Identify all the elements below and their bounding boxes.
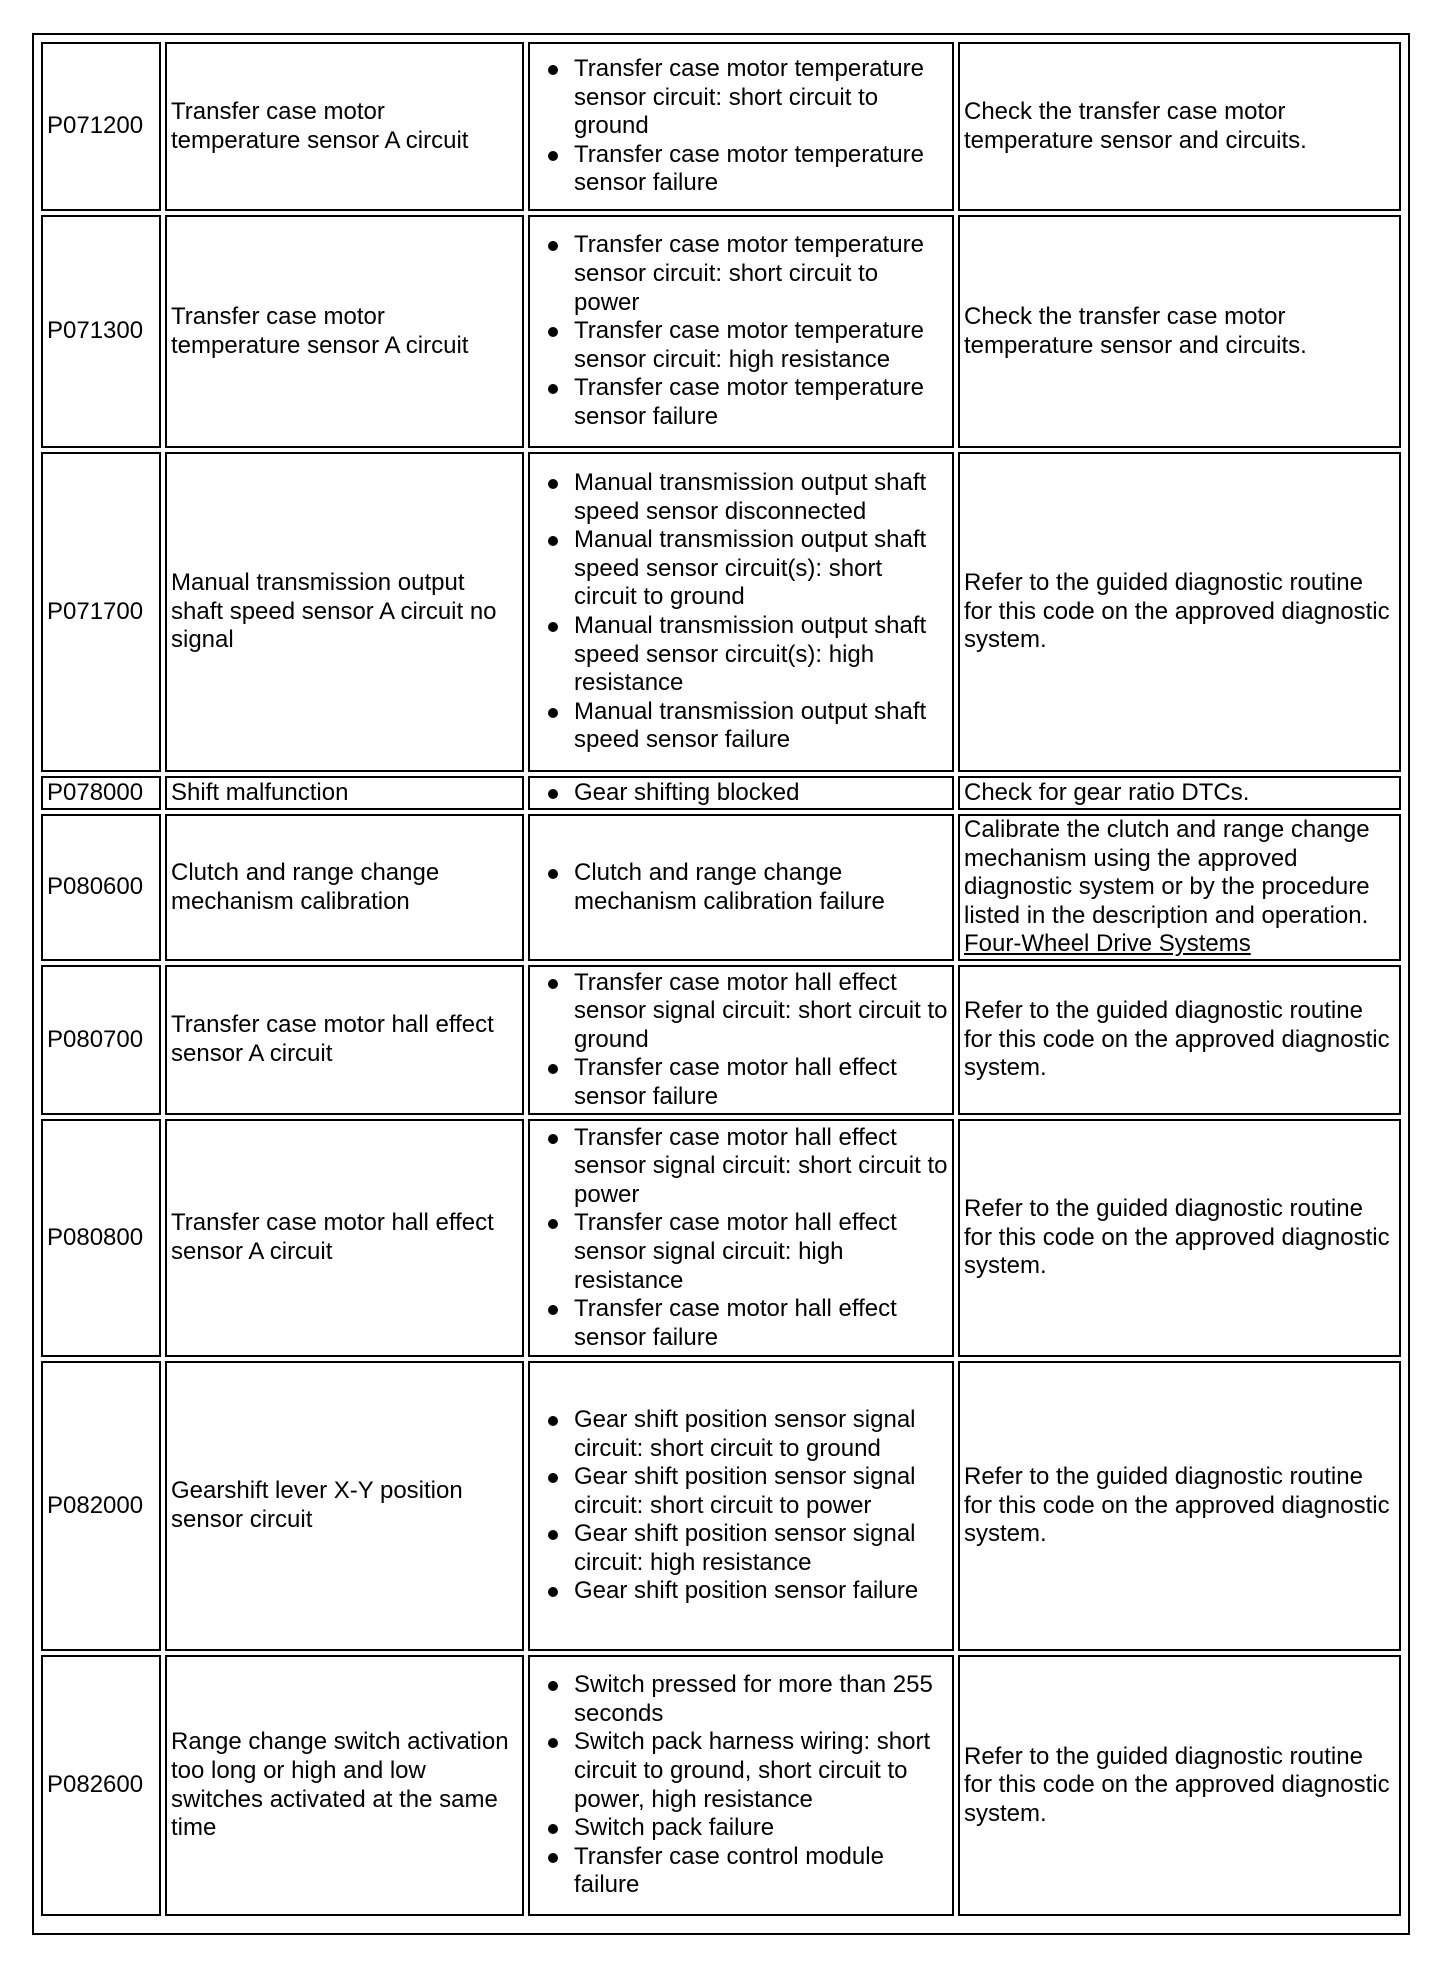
action-text: Check the transfer case motor temperature sensor and circuits. <box>964 97 1307 154</box>
dtc-description-cell: Transfer case motor temperature sensor A circuit <box>165 42 524 211</box>
dtc-causes-cell <box>528 776 954 810</box>
cause-item: Transfer case motor temperature sensor circuit: short circuit to power <box>574 231 948 317</box>
dtc-description-cell: Shift malfunction <box>165 776 524 810</box>
dtc-causes-cell <box>528 452 954 772</box>
dtc-causes-cell <box>528 1119 954 1357</box>
dtc-causes-cell <box>528 814 954 961</box>
causes-list <box>530 859 948 916</box>
causes-list <box>530 1671 948 1900</box>
cause-item: Gear shift position sensor signal circuit: high resistance <box>574 1520 948 1577</box>
action-text: Refer to the guided diagnostic routine for this code on the approved diagnostic system. <box>964 1195 1390 1280</box>
dtc-table-frame <box>32 33 1410 1935</box>
dtc-table <box>37 38 1405 1920</box>
cause-item: Manual transmission output shaft speed sensor disconnected <box>574 469 948 526</box>
action-text: Refer to the guided diagnostic routine for this code on the approved diagnostic system. <box>964 1463 1390 1548</box>
dtc-code-cell: P082000 <box>41 1361 161 1651</box>
dtc-action-cell <box>958 776 1401 810</box>
dtc-action-cell <box>958 1119 1401 1357</box>
action-text: Refer to the guided diagnostic routine for this code on the approved diagnostic system. <box>964 997 1390 1082</box>
cause-item: Gear shift position sensor signal circuit: short circuit to power <box>574 1463 948 1520</box>
dtc-description-cell: Transfer case motor hall effect sensor A circuit <box>165 1119 524 1357</box>
dtc-code-cell: P071300 <box>41 215 161 448</box>
dtc-row <box>41 1119 1401 1357</box>
causes-list <box>530 969 948 1112</box>
action-text: Calibrate the clutch and range change mechanism using the approved diagnostic system or by the procedure listed in the description and operation. <box>964 816 1370 929</box>
dtc-description-cell: Range change switch activation too long or high and low switches activated at the same time <box>165 1655 524 1916</box>
dtc-action-cell <box>958 42 1401 211</box>
dtc-causes-cell <box>528 42 954 211</box>
dtc-code-cell: P071700 <box>41 452 161 772</box>
dtc-row <box>41 1655 1401 1916</box>
dtc-action-cell <box>958 1655 1401 1916</box>
cause-item: Gear shift position sensor failure <box>574 1577 948 1606</box>
causes-list <box>530 1124 948 1353</box>
cause-item: Transfer case motor temperature sensor failure <box>574 374 948 431</box>
causes-list <box>530 779 948 808</box>
cause-item: Manual transmission output shaft speed sensor circuit(s): short circuit to ground <box>574 526 948 612</box>
cause-item: Transfer case motor hall effect sensor signal circuit: high resistance <box>574 1209 948 1295</box>
cause-item: Switch pack failure <box>574 1814 948 1843</box>
dtc-action-cell <box>958 215 1401 448</box>
cause-item: Transfer case motor temperature sensor failure <box>574 141 948 198</box>
cause-item: Switch pressed for more than 255 seconds <box>574 1671 948 1728</box>
dtc-row <box>41 215 1401 448</box>
dtc-row <box>41 776 1401 810</box>
dtc-code-cell: P080800 <box>41 1119 161 1357</box>
action-text: Check the transfer case motor temperature sensor and circuits. <box>964 302 1307 359</box>
dtc-causes-cell <box>528 215 954 448</box>
cause-item: Gear shift position sensor signal circuit: short circuit to ground <box>574 1406 948 1463</box>
dtc-causes-cell <box>528 965 954 1115</box>
dtc-action-cell <box>958 814 1401 961</box>
cause-item: Transfer case control module failure <box>574 1843 948 1900</box>
cause-item: Transfer case motor temperature sensor circuit: high resistance <box>574 317 948 374</box>
cause-item: Transfer case motor hall effect sensor failure <box>574 1054 948 1111</box>
dtc-action-cell <box>958 1361 1401 1651</box>
dtc-causes-cell <box>528 1655 954 1916</box>
cause-item: Transfer case motor temperature sensor circuit: short circuit to ground <box>574 55 948 141</box>
dtc-row <box>41 42 1401 211</box>
dtc-table-body <box>41 42 1401 1916</box>
dtc-code-cell: P078000 <box>41 776 161 810</box>
cause-item: Transfer case motor hall effect sensor signal circuit: short circuit to power <box>574 1123 948 1208</box>
cause-item: Manual transmission output shaft speed sensor circuit(s): high resistance <box>574 612 948 698</box>
four-wheel-drive-systems-link[interactable]: Four-Wheel Drive Systems <box>964 930 1251 958</box>
dtc-description-cell: Gearshift lever X-Y position sensor circuit <box>165 1361 524 1651</box>
dtc-description-cell: Manual transmission output shaft speed sensor A circuit no signal <box>165 452 524 772</box>
cause-item: Gear shifting blocked <box>574 779 948 808</box>
causes-list <box>530 231 948 431</box>
dtc-description-cell: Transfer case motor hall effect sensor A circuit <box>165 965 524 1115</box>
dtc-description-cell: Transfer case motor temperature sensor A circuit <box>165 215 524 448</box>
causes-list <box>530 1406 948 1606</box>
dtc-action-cell <box>958 452 1401 772</box>
dtc-action-cell <box>958 965 1401 1115</box>
dtc-description-cell: Clutch and range change mechanism calibration <box>165 814 524 961</box>
dtc-row <box>41 452 1401 772</box>
cause-item: Transfer case motor hall effect sensor signal circuit: short circuit to ground <box>574 968 948 1053</box>
dtc-row <box>41 814 1401 961</box>
action-text: Refer to the guided diagnostic routine for this code on the approved diagnostic system. <box>964 1742 1390 1827</box>
dtc-code-cell: P080600 <box>41 814 161 961</box>
action-text: Check for gear ratio DTCs. <box>964 778 1250 806</box>
dtc-code-cell: P082600 <box>41 1655 161 1916</box>
dtc-row <box>41 1361 1401 1651</box>
dtc-row <box>41 965 1401 1115</box>
cause-item: Switch pack harness wiring: short circuit to ground, short circuit to power, high resistance <box>574 1728 948 1814</box>
causes-list <box>530 55 948 198</box>
dtc-code-cell: P080700 <box>41 965 161 1115</box>
cause-item: Clutch and range change mechanism calibration failure <box>574 859 948 916</box>
cause-item: Transfer case motor hall effect sensor failure <box>574 1295 948 1352</box>
dtc-causes-cell <box>528 1361 954 1651</box>
dtc-code-cell: P071200 <box>41 42 161 211</box>
action-text: Refer to the guided diagnostic routine for this code on the approved diagnostic system. <box>964 569 1390 654</box>
causes-list <box>530 469 948 755</box>
cause-item: Manual transmission output shaft speed sensor failure <box>574 698 948 755</box>
